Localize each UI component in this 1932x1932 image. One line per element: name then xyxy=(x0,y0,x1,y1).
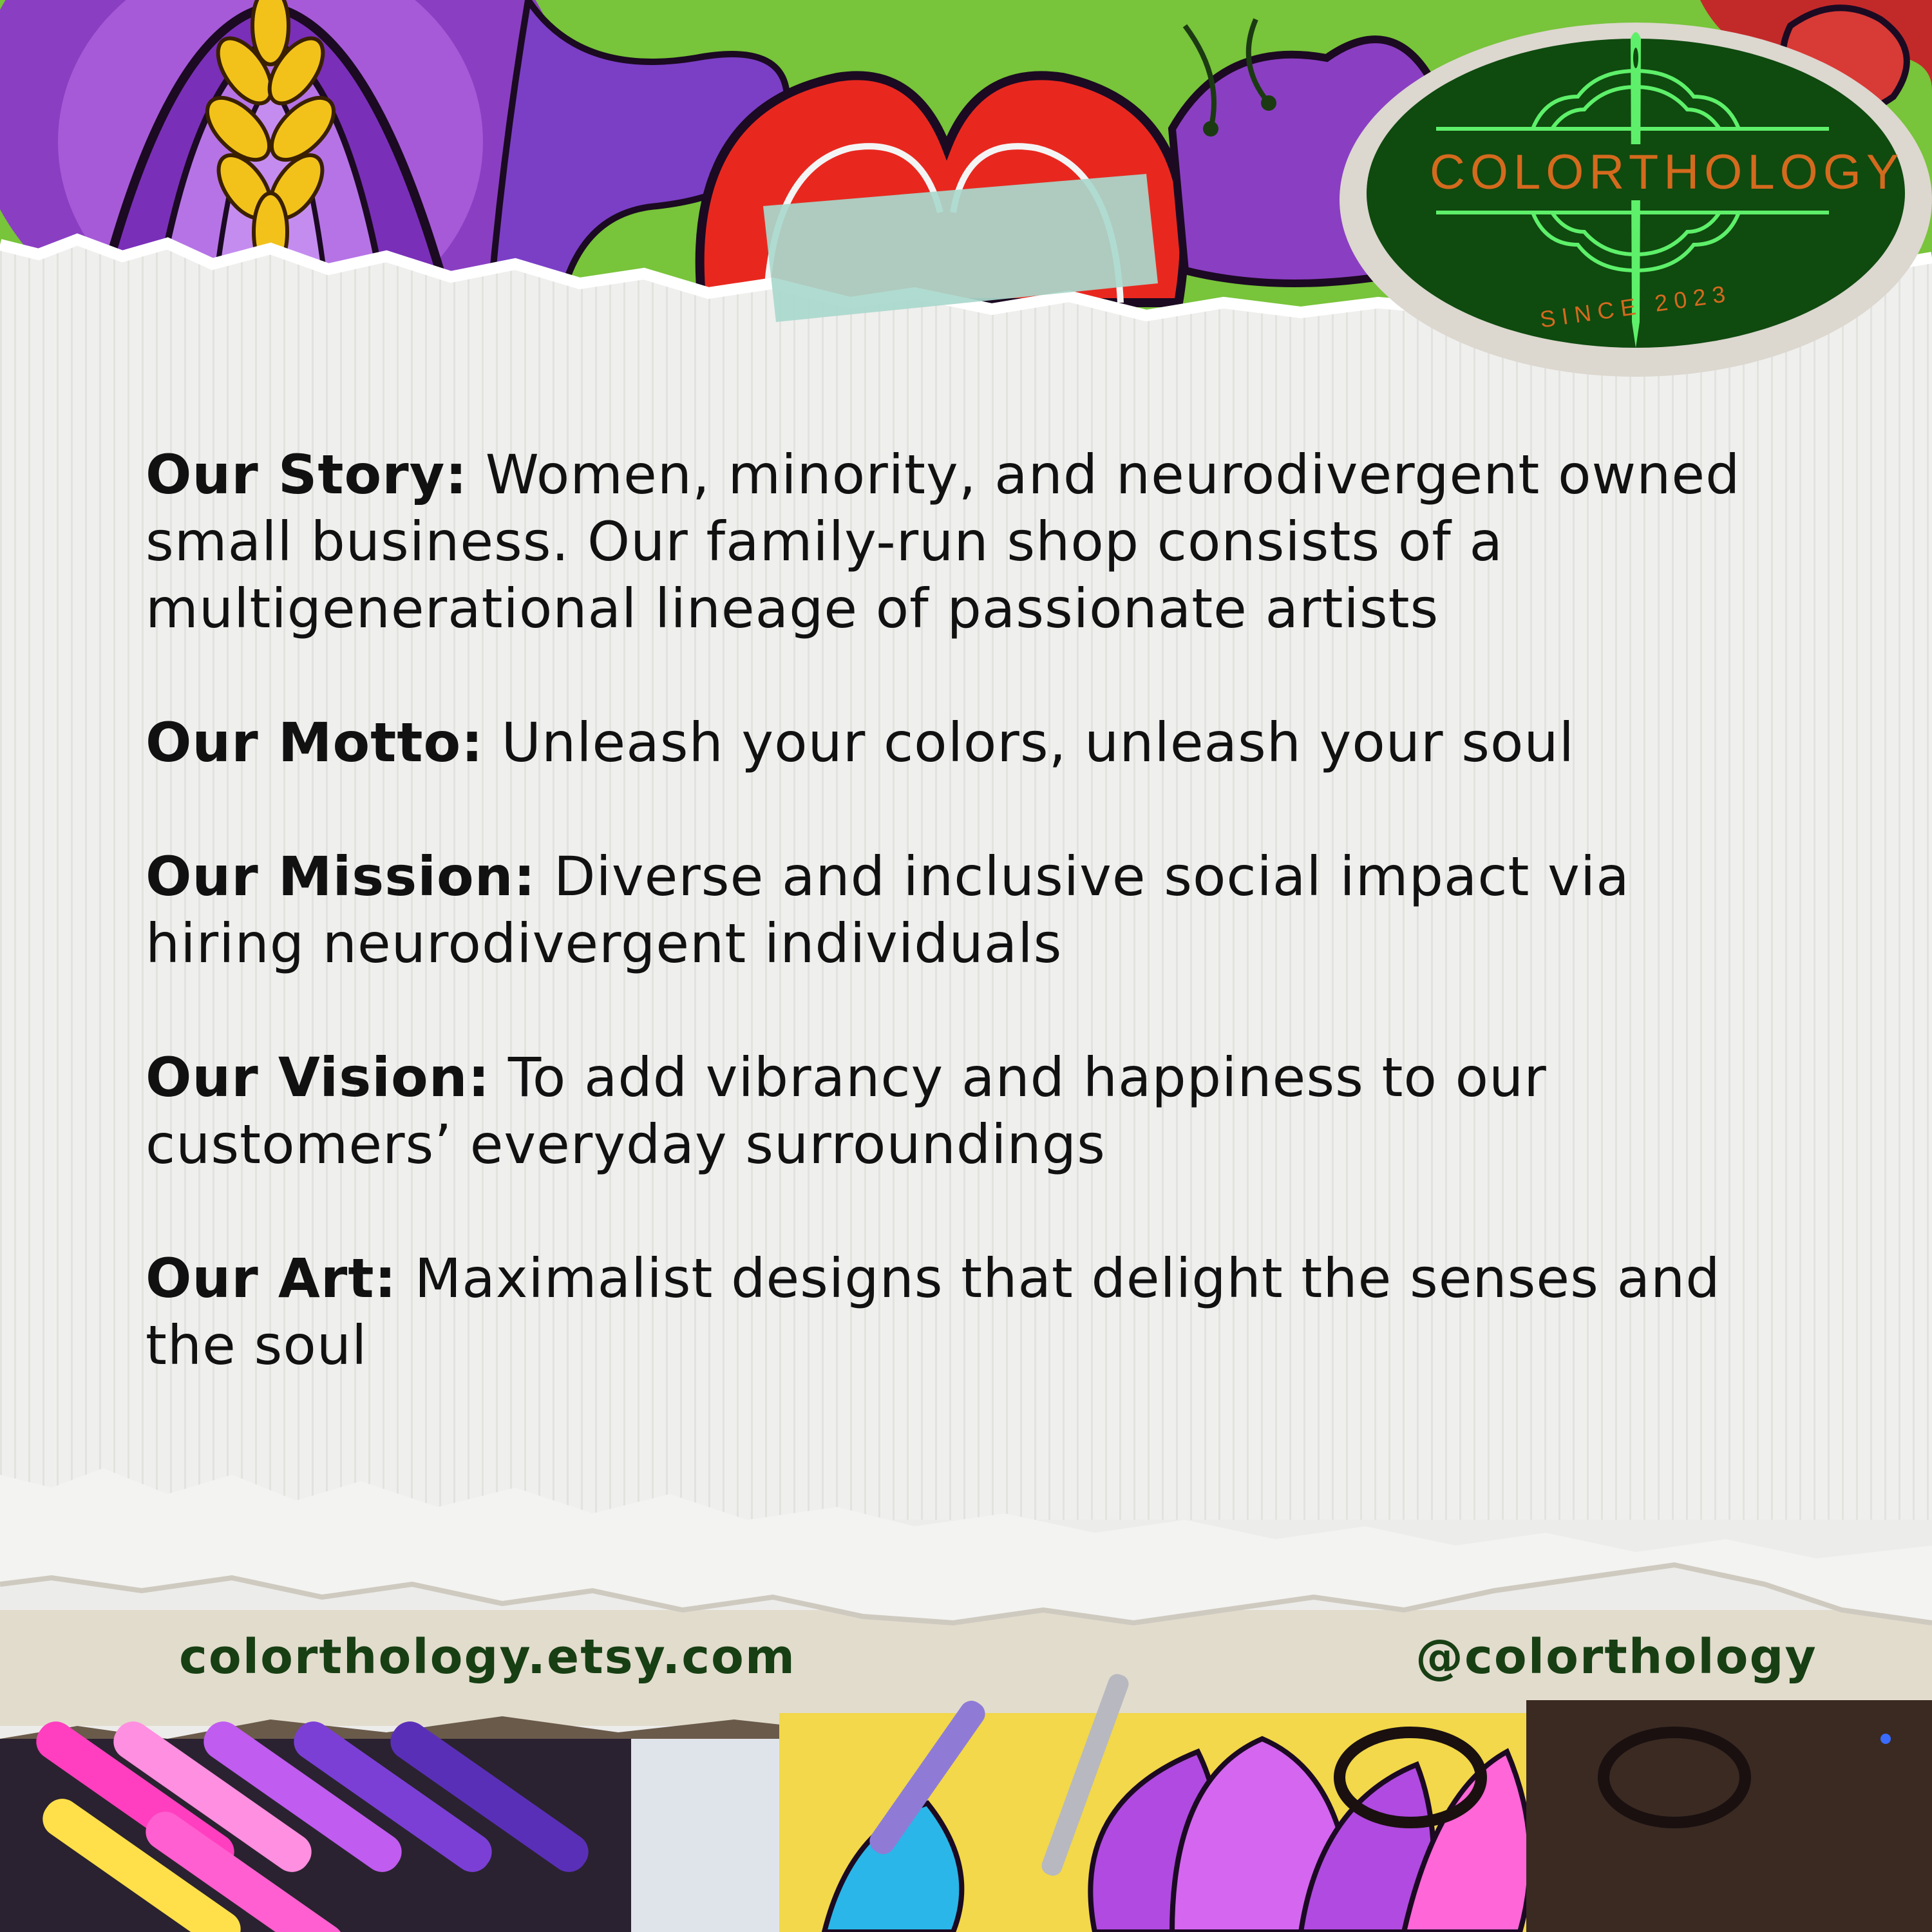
logo-tagline: SINCE 2023 xyxy=(1538,279,1734,333)
etsy-link[interactable]: colorthology.etsy.com xyxy=(179,1629,797,1685)
section-label: Our Vision: xyxy=(146,1046,491,1109)
section-label: Our Mission: xyxy=(146,845,536,908)
section-text: Diverse and inclusive social impact via hiring neurodivergent individuals xyxy=(146,845,1630,975)
logo-wordmark: COLORTHOLOGY xyxy=(1430,145,1904,200)
section-label: Our Story: xyxy=(146,443,468,506)
section-text: Women, minority, and neurodivergent owned small business. Our family-run shop consists of a multigenerational lineage of passionate artists xyxy=(146,443,1741,640)
section-label: Our Motto: xyxy=(146,711,484,774)
social-handle[interactable]: @colorthology xyxy=(1416,1629,1817,1685)
section-label: Our Art: xyxy=(146,1247,397,1310)
section-text: Maximalist designs that delight the senses and the soul xyxy=(146,1247,1721,1377)
section-text: Unleash your colors, unleash your soul xyxy=(501,711,1575,774)
section-text: To add vibrancy and happiness to our customers’ everyday surroundings xyxy=(146,1046,1547,1176)
